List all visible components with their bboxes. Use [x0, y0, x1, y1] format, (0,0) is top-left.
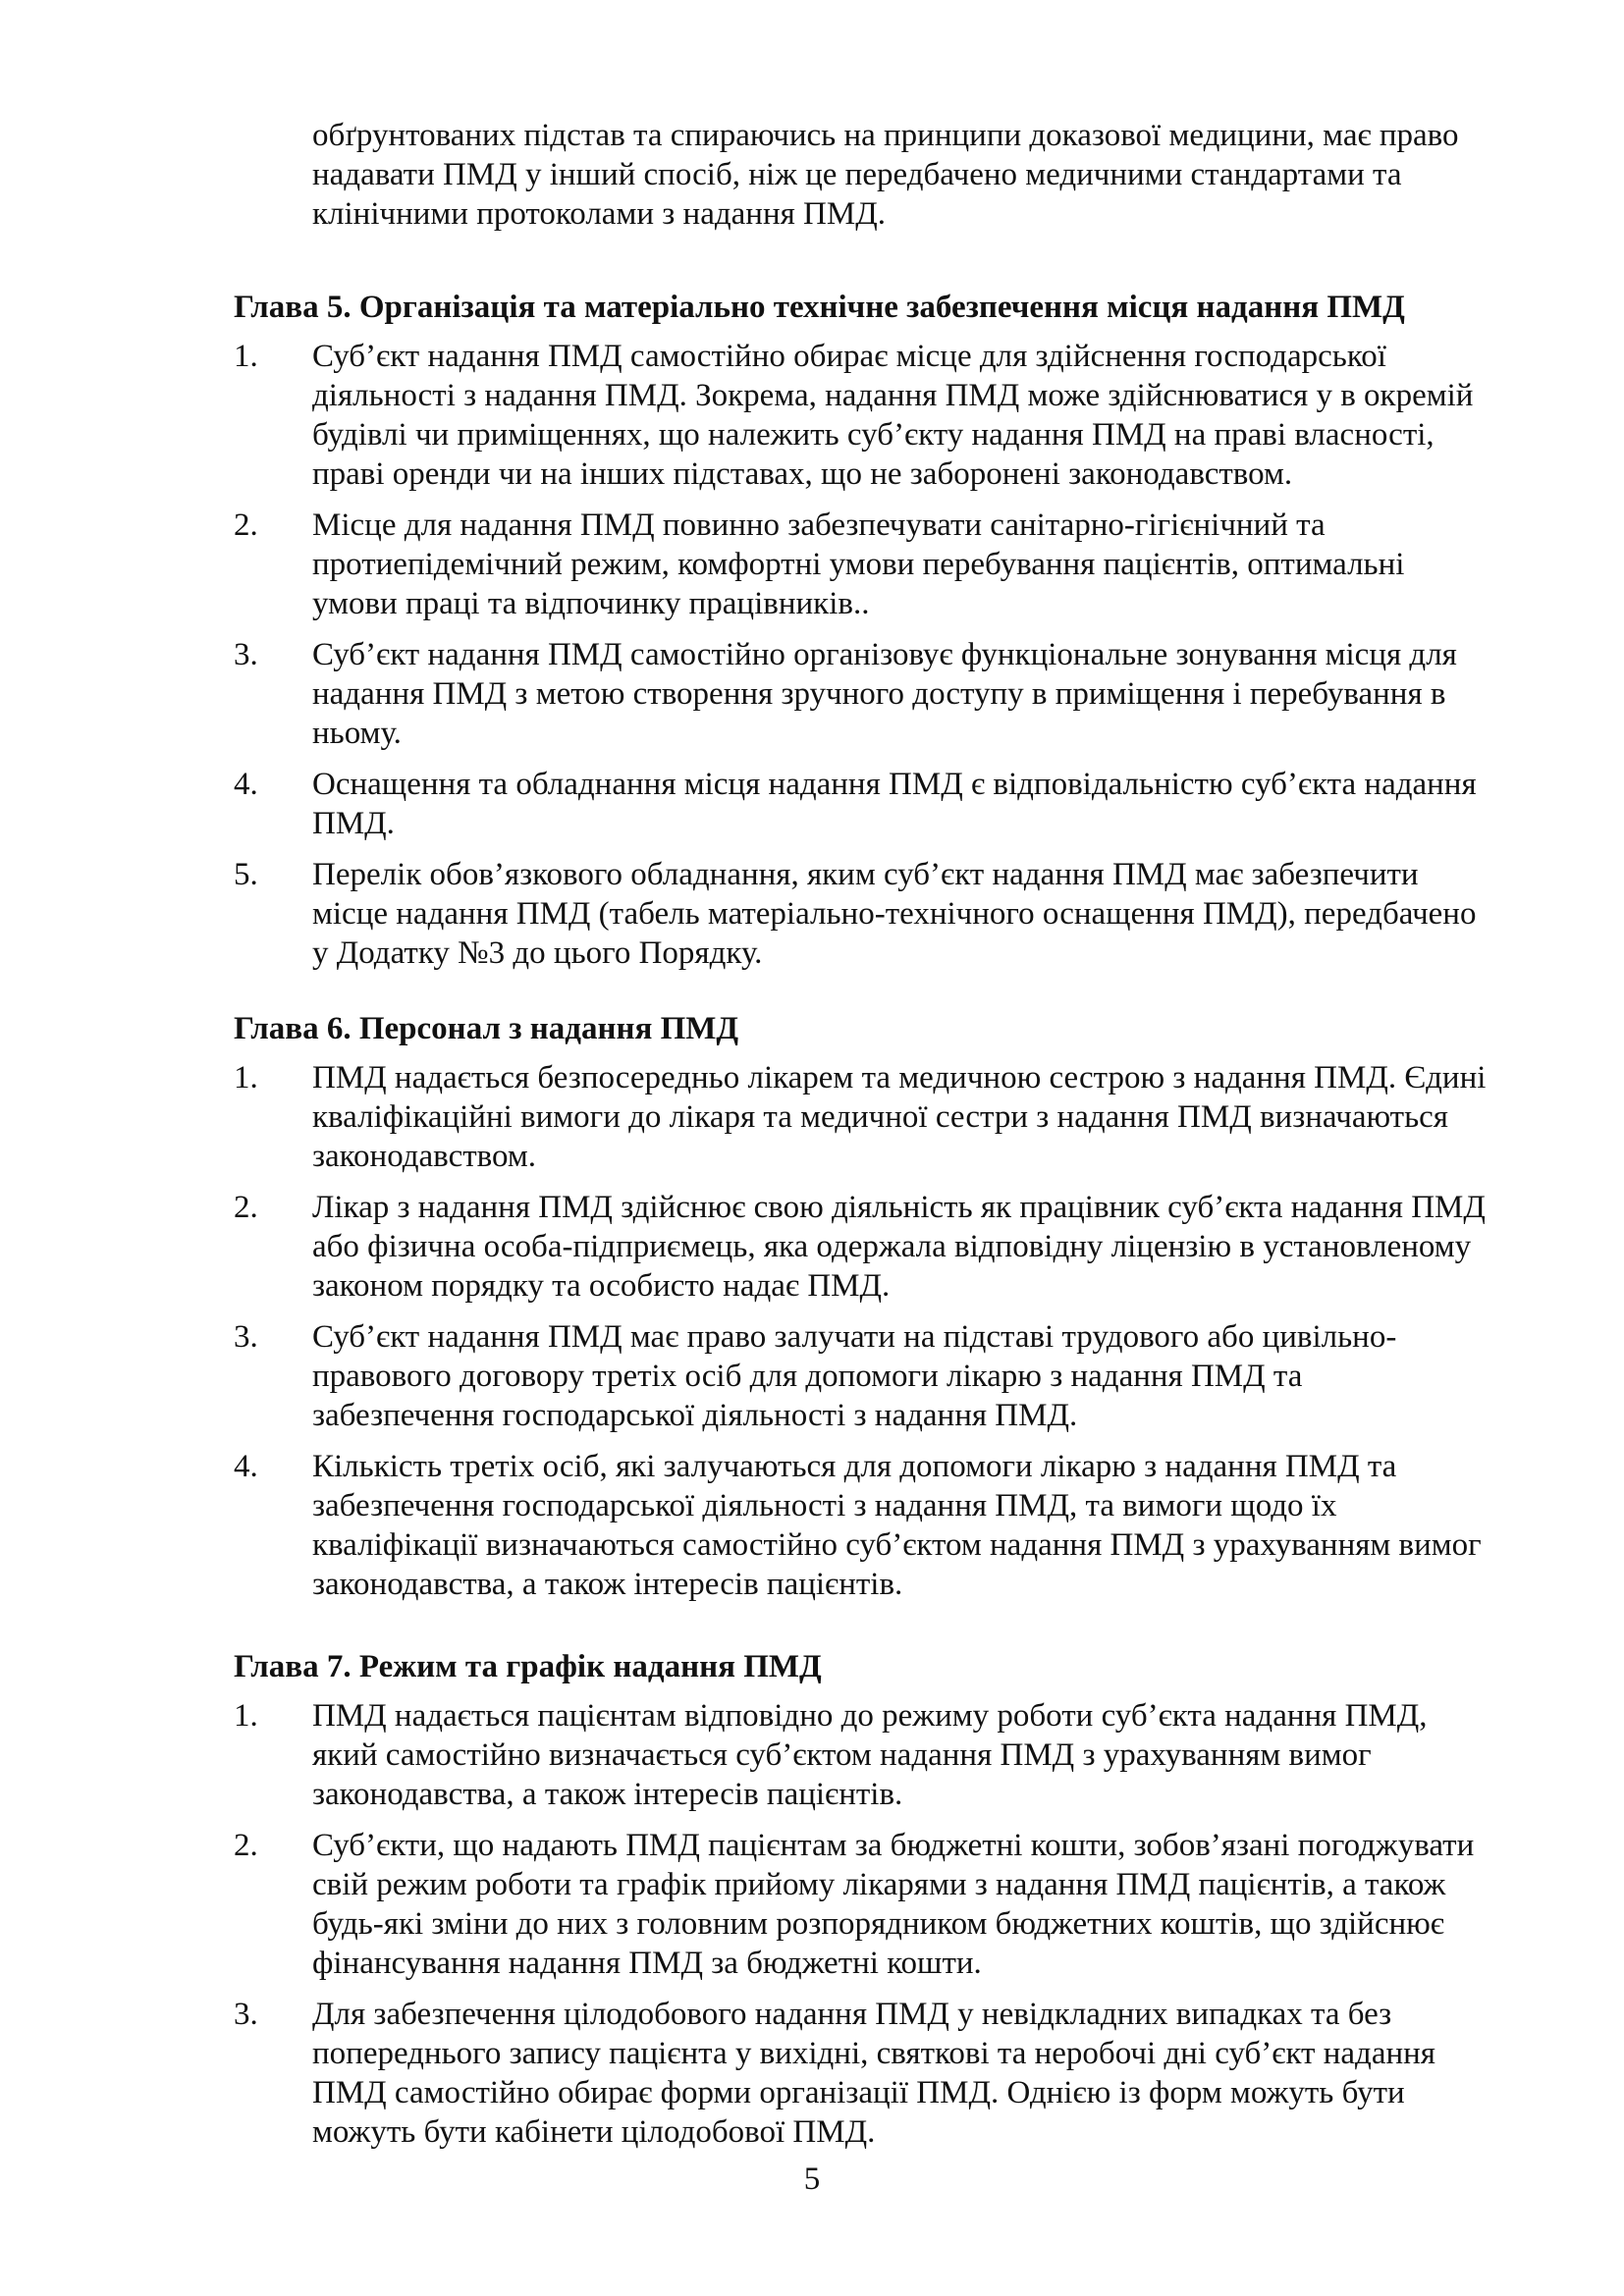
chapter-title: Глава 6. Персонал з надання ПМД	[234, 1011, 739, 1046]
list-item	[234, 765, 1500, 843]
item-number: 3.	[234, 1319, 258, 1355]
item-number: 1.	[234, 1698, 258, 1734]
item-text: Суб’єкти, що надають ПМД пацієнтам за бюджетні кошти, зобов’язані погоджувати свій режим роботи та графік прийому лікарями з надання ПМД пацієнтів, а також будь-які зміни до них з головним розпорядником бюджетних коштів, що здійснює фінансування надання ПМД за бюджетні кошти.	[312, 1828, 1475, 1981]
list-item	[234, 337, 1500, 494]
list-item	[234, 1995, 1500, 2152]
chapter-7	[234, 1647, 1500, 2163]
item-number: 4.	[234, 767, 258, 802]
item-number: 5.	[234, 857, 258, 892]
item-number: 3.	[234, 637, 258, 672]
item-text: Суб’єкт надання ПМД має право залучати на підставі трудового або цивільно-правового договору третіх осіб для допомоги лікарю з надання ПМД та забезпечення господарської діяльності з надання ПМД.	[312, 1319, 1397, 1433]
item-text: Лікар з надання ПМД здійснює свою діяльність як працівник суб’єкта надання ПМД або фізична особа-підприємець, яка одержала відповідну ліцензію в установленому законом порядку та особисто надає ПМД.	[312, 1190, 1486, 1304]
chapter-5	[234, 288, 1500, 985]
item-number: 4.	[234, 1449, 258, 1484]
item-text: ПМД надається безпосередньо лікарем та медичною сестрою з надання ПМД. Єдині кваліфікаційні вимоги до лікаря та медичної сестри з надання ПМД визначаються законодавством.	[312, 1060, 1487, 1174]
list-item	[234, 1826, 1500, 1983]
list-item	[234, 1447, 1500, 1604]
item-number: 2.	[234, 1190, 258, 1225]
list-item	[234, 1696, 1500, 1814]
item-text: Кількість третіх осіб, які залучаються для допомоги лікарю з надання ПМД та забезпечення господарської діяльності з надання ПМД, та вимоги щодо їх кваліфікації визначаються самостійно суб’єктом надання ПМД з урахуванням вимог законодавства, а також інтересів пацієнтів.	[312, 1449, 1482, 1602]
chapter-6	[234, 1009, 1500, 1616]
item-text: Місце для надання ПМД повинно забезпечувати санітарно-гігієнічний та протиепідемічний режим, комфортні умови перебування пацієнтів, оптимальні умови праці та відпочинку працівників..	[312, 507, 1405, 621]
chapter-title: Глава 5. Організація та матеріально технічне забезпечення місця надання ПМД	[234, 290, 1405, 325]
list-item	[234, 506, 1500, 623]
item-number: 1.	[234, 339, 258, 374]
item-text: Для забезпечення цілодобового надання ПМД у невідкладних випадках та без попереднього запису пацієнта у вихідні, святкові та неробочі дні суб’єкт надання ПМД самостійно обирає форми організації ПМД. Однією із форм можуть бути можуть бути кабінети цілодобової ПМД.	[312, 1997, 1435, 2150]
list-item	[234, 635, 1500, 753]
list-item	[234, 855, 1500, 973]
item-text: Суб’єкт надання ПМД самостійно організовує функціональне зонування місця для надання ПМД з метою створення зручного доступу в приміщення і перебування в ньому.	[312, 637, 1457, 751]
item-text: Оснащення та обладнання місця надання ПМД є відповідальністю суб’єкта надання ПМД.	[312, 767, 1477, 841]
chapter-title: Глава 7. Режим та графік надання ПМД	[234, 1649, 822, 1684]
item-text: ПМД надається пацієнтам відповідно до режиму роботи суб’єкта надання ПМД, який самостійно визначається суб’єктом надання ПМД з урахуванням вимог законодавства, а також інтересів пацієнтів.	[312, 1698, 1428, 1812]
item-text: Перелік обов’язкового обладнання, яким суб’єкт надання ПМД має забезпечити місце надання ПМД (табель матеріально-технічного оснащення ПМД), передбачено у Додатку №3 до цього Порядку.	[312, 857, 1477, 971]
intro-paragraph: обґрунтованих підстав та спираючись на принципи доказової медицини, має право надавати ПМД у інший спосіб, ніж це передбачено медичними стандартами та клінічними протоколами з надання ПМД.	[312, 118, 1459, 232]
list-item	[234, 1058, 1500, 1176]
page-number: 5	[803, 2162, 821, 2197]
item-number: 2.	[234, 1828, 258, 1863]
list-item	[234, 1317, 1500, 1435]
list-item	[234, 1188, 1500, 1306]
item-number: 3.	[234, 1997, 258, 2032]
item-text: Суб’єкт надання ПМД самостійно обирає місце для здійснення господарської діяльності з надання ПМД. Зокрема, надання ПМД може здійснюватися у в окремій будівлі чи приміщеннях, що належить суб’єкту надання ПМД на праві власності, праві оренди чи на інших підставах, що не заборонені законодавством.	[312, 339, 1474, 492]
item-number: 1.	[234, 1060, 258, 1095]
item-number: 2.	[234, 507, 258, 543]
